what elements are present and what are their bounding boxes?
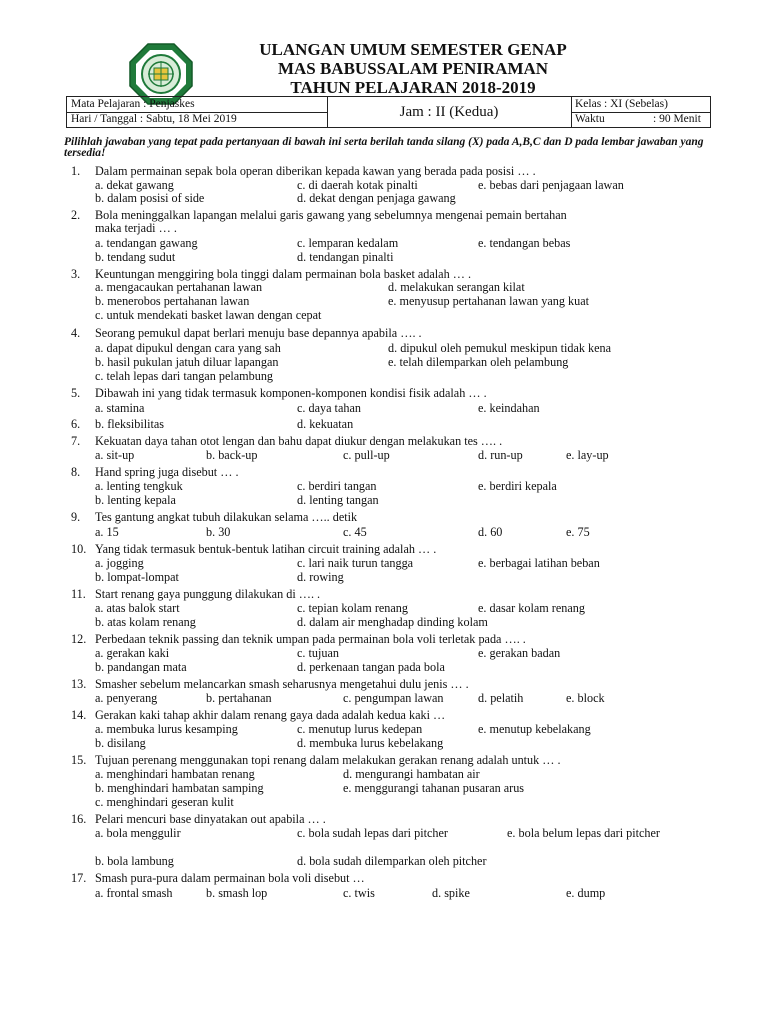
option: d. tendangan pinalti xyxy=(297,250,394,264)
option: a. dekat gawang xyxy=(95,178,174,192)
option: c. berdiri tangan xyxy=(297,479,377,493)
option: c. pull-up xyxy=(343,448,390,462)
date-field: Hari / Tanggal : Sabtu, 18 Mei 2019 xyxy=(71,113,237,125)
question-text: Smash pura-pura dalam permainan bola voli disebut … xyxy=(95,871,365,885)
question-number: 11. xyxy=(71,587,86,601)
question-number: 9. xyxy=(71,510,81,524)
question-text: Kekuatan daya tahan otot lengan dan bahu dapat diukur dengan melakukan tes …. . xyxy=(95,434,503,448)
question-text: Bola meninggalkan lapangan melalui garis gawang yang sebelumnya mengenai pemain bertahan xyxy=(95,208,567,222)
option: b. menerobos pertahanan lawan xyxy=(95,294,250,308)
exam-title: ULANGAN UMUM SEMESTER GENAP xyxy=(259,40,567,59)
option: b. atas kolam renang xyxy=(95,615,196,629)
option: c. pengumpan lawan xyxy=(343,691,444,705)
question-number: 10. xyxy=(71,542,87,556)
option: b. back-up xyxy=(206,448,258,462)
option: b. dalam posisi of side xyxy=(95,191,205,205)
option: a. frontal smash xyxy=(95,886,173,900)
option: c. untuk mendekati basket lawan dengan cepat xyxy=(95,308,322,322)
duration-value: : 90 Menit xyxy=(653,113,701,125)
option: e. berbagai latihan beban xyxy=(478,556,600,570)
question-text: Start renang gaya punggung dilakukan di …. . xyxy=(95,587,321,601)
question-number: 4. xyxy=(71,326,81,340)
option: d. dalam air menghadap dinding kolam xyxy=(297,615,488,629)
option: a. sit-up xyxy=(95,448,135,462)
option: a. jogging xyxy=(95,556,144,570)
option: b. tendang sudut xyxy=(95,250,176,264)
option: a. gerakan kaki xyxy=(95,646,170,660)
question-number: 17. xyxy=(71,871,87,885)
option: a. bola menggulir xyxy=(95,826,181,840)
question-number: 1. xyxy=(71,164,81,178)
option: a. penyerang xyxy=(95,691,158,705)
question-number: 12. xyxy=(71,632,87,646)
option: d. melakukan serangan kilat xyxy=(388,280,525,294)
option: e. telah dilemparkan oleh pelambung xyxy=(388,355,569,369)
option: a. stamina xyxy=(95,401,145,415)
option: c. lari naik turun tangga xyxy=(297,556,414,570)
question-number: 8. xyxy=(71,465,81,479)
option: e. keindahan xyxy=(478,401,540,415)
option: e. gerakan badan xyxy=(478,646,561,660)
option: e. 75 xyxy=(566,525,590,539)
option: e. tendangan bebas xyxy=(478,236,571,250)
question-text: Seorang pemukul dapat berlari menuju base depannya apabila …. . xyxy=(95,326,422,340)
option: b. menghindari hambatan samping xyxy=(95,781,264,795)
option: e. menutup kebelakang xyxy=(478,722,591,736)
option: b. hasil pukulan jatuh diluar lapangan xyxy=(95,355,279,369)
instructions: Pilihlah jawaban yang tepat pada pertanyaan di bawah ini serta berilah tanda silang (X) pada A,B,C dan D pada lembar jawaban yang tersedia! xyxy=(64,136,704,159)
question-text: Dalam permainan sepak bola operan diberikan kepada kawan yang berada pada posisi … . xyxy=(95,164,536,178)
option: e. bebas dari penjagaan lawan xyxy=(478,178,624,192)
option: d. dipukul oleh pemukul meskipun tidak kena xyxy=(388,341,612,355)
duration-label: Waktu xyxy=(575,113,605,125)
option: a. lenting tengkuk xyxy=(95,479,183,493)
school-year: TAHUN PELAJARAN 2018-2019 xyxy=(290,78,536,97)
option: b. bola lambung xyxy=(95,854,174,868)
question-number: 16. xyxy=(71,812,87,826)
option: d. lenting tangan xyxy=(297,493,379,507)
option: e. block xyxy=(566,691,605,705)
option: e. berdiri kepala xyxy=(478,479,557,493)
option: b. disilang xyxy=(95,736,146,750)
question-number: 15. xyxy=(71,753,87,767)
option: d. membuka lurus kebelakang xyxy=(297,736,444,750)
option: a. atas balok start xyxy=(95,601,180,615)
option: b. fleksibilitas xyxy=(95,417,165,431)
option: d. 60 xyxy=(478,525,503,539)
school-name: MAS BABUSSALAM PENIRAMAN xyxy=(277,59,549,78)
option: d. spike xyxy=(432,886,470,900)
option: d. dekat dengan penjaga gawang xyxy=(297,191,456,205)
question-text: Keuntungan menggiring bola tinggi dalam permainan bola basket adalah … . xyxy=(95,267,472,281)
question-number: 6. xyxy=(71,417,81,431)
question-text: Dibawah ini yang tidak termasuk komponen-komponen kondisi fisik adalah … . xyxy=(95,386,487,400)
question-number: 2. xyxy=(71,208,81,222)
option: a. mengacaukan pertahanan lawan xyxy=(95,280,263,294)
option: d. kekuatan xyxy=(297,417,354,431)
option: e. menggurangi tahanan pusaran arus xyxy=(343,781,525,795)
option: a. dapat dipukul dengan cara yang sah xyxy=(95,341,281,355)
question-text: Tujuan perenang menggunakan topi renang dalam melakukan gerakan renang adalah untuk … . xyxy=(95,753,561,767)
option: d. perkenaan tangan pada bola xyxy=(297,660,445,674)
option: e. dasar kolam renang xyxy=(478,601,585,615)
option: c. twis xyxy=(343,886,375,900)
option: a. menghindari hambatan renang xyxy=(95,767,255,781)
subject-field: Mata Pelajaran : Penjaskes xyxy=(67,97,327,113)
question-text: Smasher sebelum melancarkan smash seharusnya mengetahui dulu jenis … . xyxy=(95,677,469,691)
option: c. bola sudah lepas dari pitcher xyxy=(297,826,448,840)
option: a. 15 xyxy=(95,525,119,539)
option: e. menyusup pertahanan lawan yang kuat xyxy=(388,294,590,308)
option: b. pertahanan xyxy=(206,691,272,705)
question-text: Perbedaan teknik passing dan teknik umpan pada permainan bola voli terletak pada …. . xyxy=(95,632,526,646)
option: b. lompat-lompat xyxy=(95,570,179,584)
question-text: Pelari mencuri base dinyatakan out apabila … . xyxy=(95,812,326,826)
question-text: Yang tidak termasuk bentuk-bentuk latihan circuit training adalah … . xyxy=(95,542,437,556)
option: c. menghindari geseran kulit xyxy=(95,795,234,809)
option: c. telah lepas dari tangan pelambung xyxy=(95,369,274,383)
option: c. daya tahan xyxy=(297,401,361,415)
option: b. pandangan mata xyxy=(95,660,187,674)
option: d. pelatih xyxy=(478,691,524,705)
question-number: 3. xyxy=(71,267,81,281)
question-text: Tes gantung angkat tubuh dilakukan selama ….. detik xyxy=(95,510,358,524)
question-number: 13. xyxy=(71,677,87,691)
class-field: Kelas : XI (Sebelas) xyxy=(571,97,710,113)
option: c. 45 xyxy=(343,525,367,539)
option: e. dump xyxy=(566,886,606,900)
option: c. di daerah kotak pinalti xyxy=(297,178,418,192)
question-text: Gerakan kaki tahap akhir dalam renang gaya dada adalah kedua kaki … xyxy=(95,708,446,722)
question-number: 5. xyxy=(71,386,81,400)
option: c. lemparan kedalam xyxy=(297,236,399,250)
option: d. bola sudah dilemparkan oleh pitcher xyxy=(297,854,487,868)
question-number: 7. xyxy=(71,434,81,448)
option: a. membuka lurus kesamping xyxy=(95,722,238,736)
option: c. tujuan xyxy=(297,646,339,660)
question-text: maka terjadi … . xyxy=(95,221,177,235)
option: b. smash lop xyxy=(206,886,268,900)
option: d. run-up xyxy=(478,448,523,462)
option: e. bola belum lepas dari pitcher xyxy=(507,826,660,840)
option: e. lay-up xyxy=(566,448,609,462)
question-text: Hand spring juga disebut … . xyxy=(95,465,239,479)
option: c. tepian kolam renang xyxy=(297,601,408,615)
option: b. lenting kepala xyxy=(95,493,176,507)
option: b. 30 xyxy=(206,525,231,539)
option: a. tendangan gawang xyxy=(95,236,198,250)
question-number: 14. xyxy=(71,708,87,722)
option: d. rowing xyxy=(297,570,344,584)
session-field: Jam : II (Kedua) xyxy=(399,104,499,120)
option: c. menutup lurus kedepan xyxy=(297,722,423,736)
option: d. mengurangi hambatan air xyxy=(343,767,480,781)
